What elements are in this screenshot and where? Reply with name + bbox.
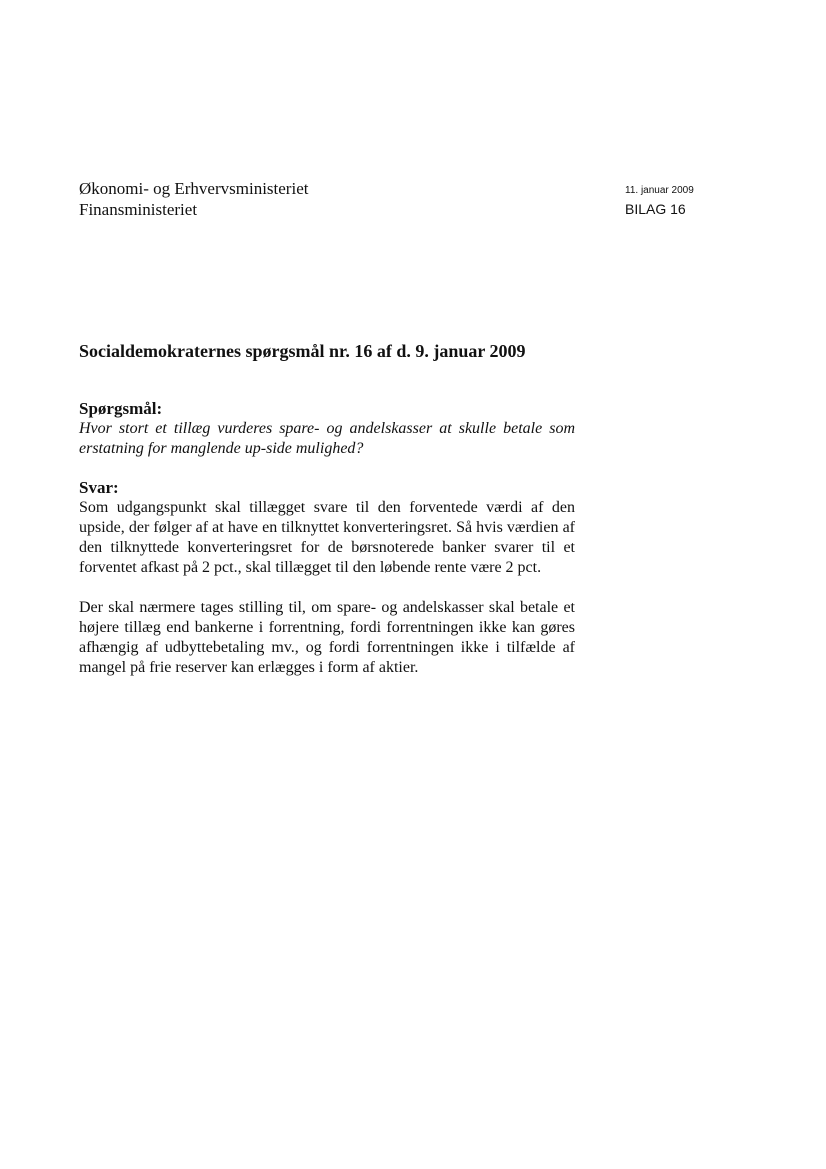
question-heading: Spørgsmål: — [79, 399, 163, 418]
question-text: Hvor stort et tillæg vurderes spare- og andelskasser at skulle betale som erstatning for manglende up-side mulighed? — [79, 420, 575, 457]
question-section — [79, 398, 575, 459]
document-meta — [625, 184, 694, 220]
answer-section — [79, 477, 575, 678]
sender-ministry-1: Økonomi- og Erhvervsministeriet — [79, 179, 309, 198]
answer-heading: Svar: — [79, 478, 119, 497]
sender-block — [79, 178, 308, 220]
document-body — [79, 398, 575, 678]
document-date: 11. januar 2009 — [625, 185, 694, 196]
answer-paragraph-2: Der skal nærmere tages stilling til, om spare- og andelskasser skal betale et højere tillæg end bankerne i forrentning, fordi forrentningen ikke kan gøres afhængig af udbyttebetaling mv., og fordi forrentningen ikke i tilfælde af mangel på frie reserver kan erlægges i form af aktier. — [79, 599, 575, 676]
answer-paragraph-1: Som udgangspunkt skal tillægget svare til den forventede værdi af den upside, der følger af at have en tilknyttet konverteringsret. Så hvis værdien af den tilknyttede konverteringsret for de børsnoterede banker svarer til et forventet afkast på 2 pct., skal tillægget til den løbende rente være 2 pct. — [79, 499, 575, 576]
document-title: Socialdemokraternes spørgsmål nr. 16 af d. 9. januar 2009 — [79, 341, 526, 361]
bilag-label: BILAG 16 — [625, 201, 686, 217]
sender-ministry-2: Finansministeriet — [79, 200, 198, 219]
